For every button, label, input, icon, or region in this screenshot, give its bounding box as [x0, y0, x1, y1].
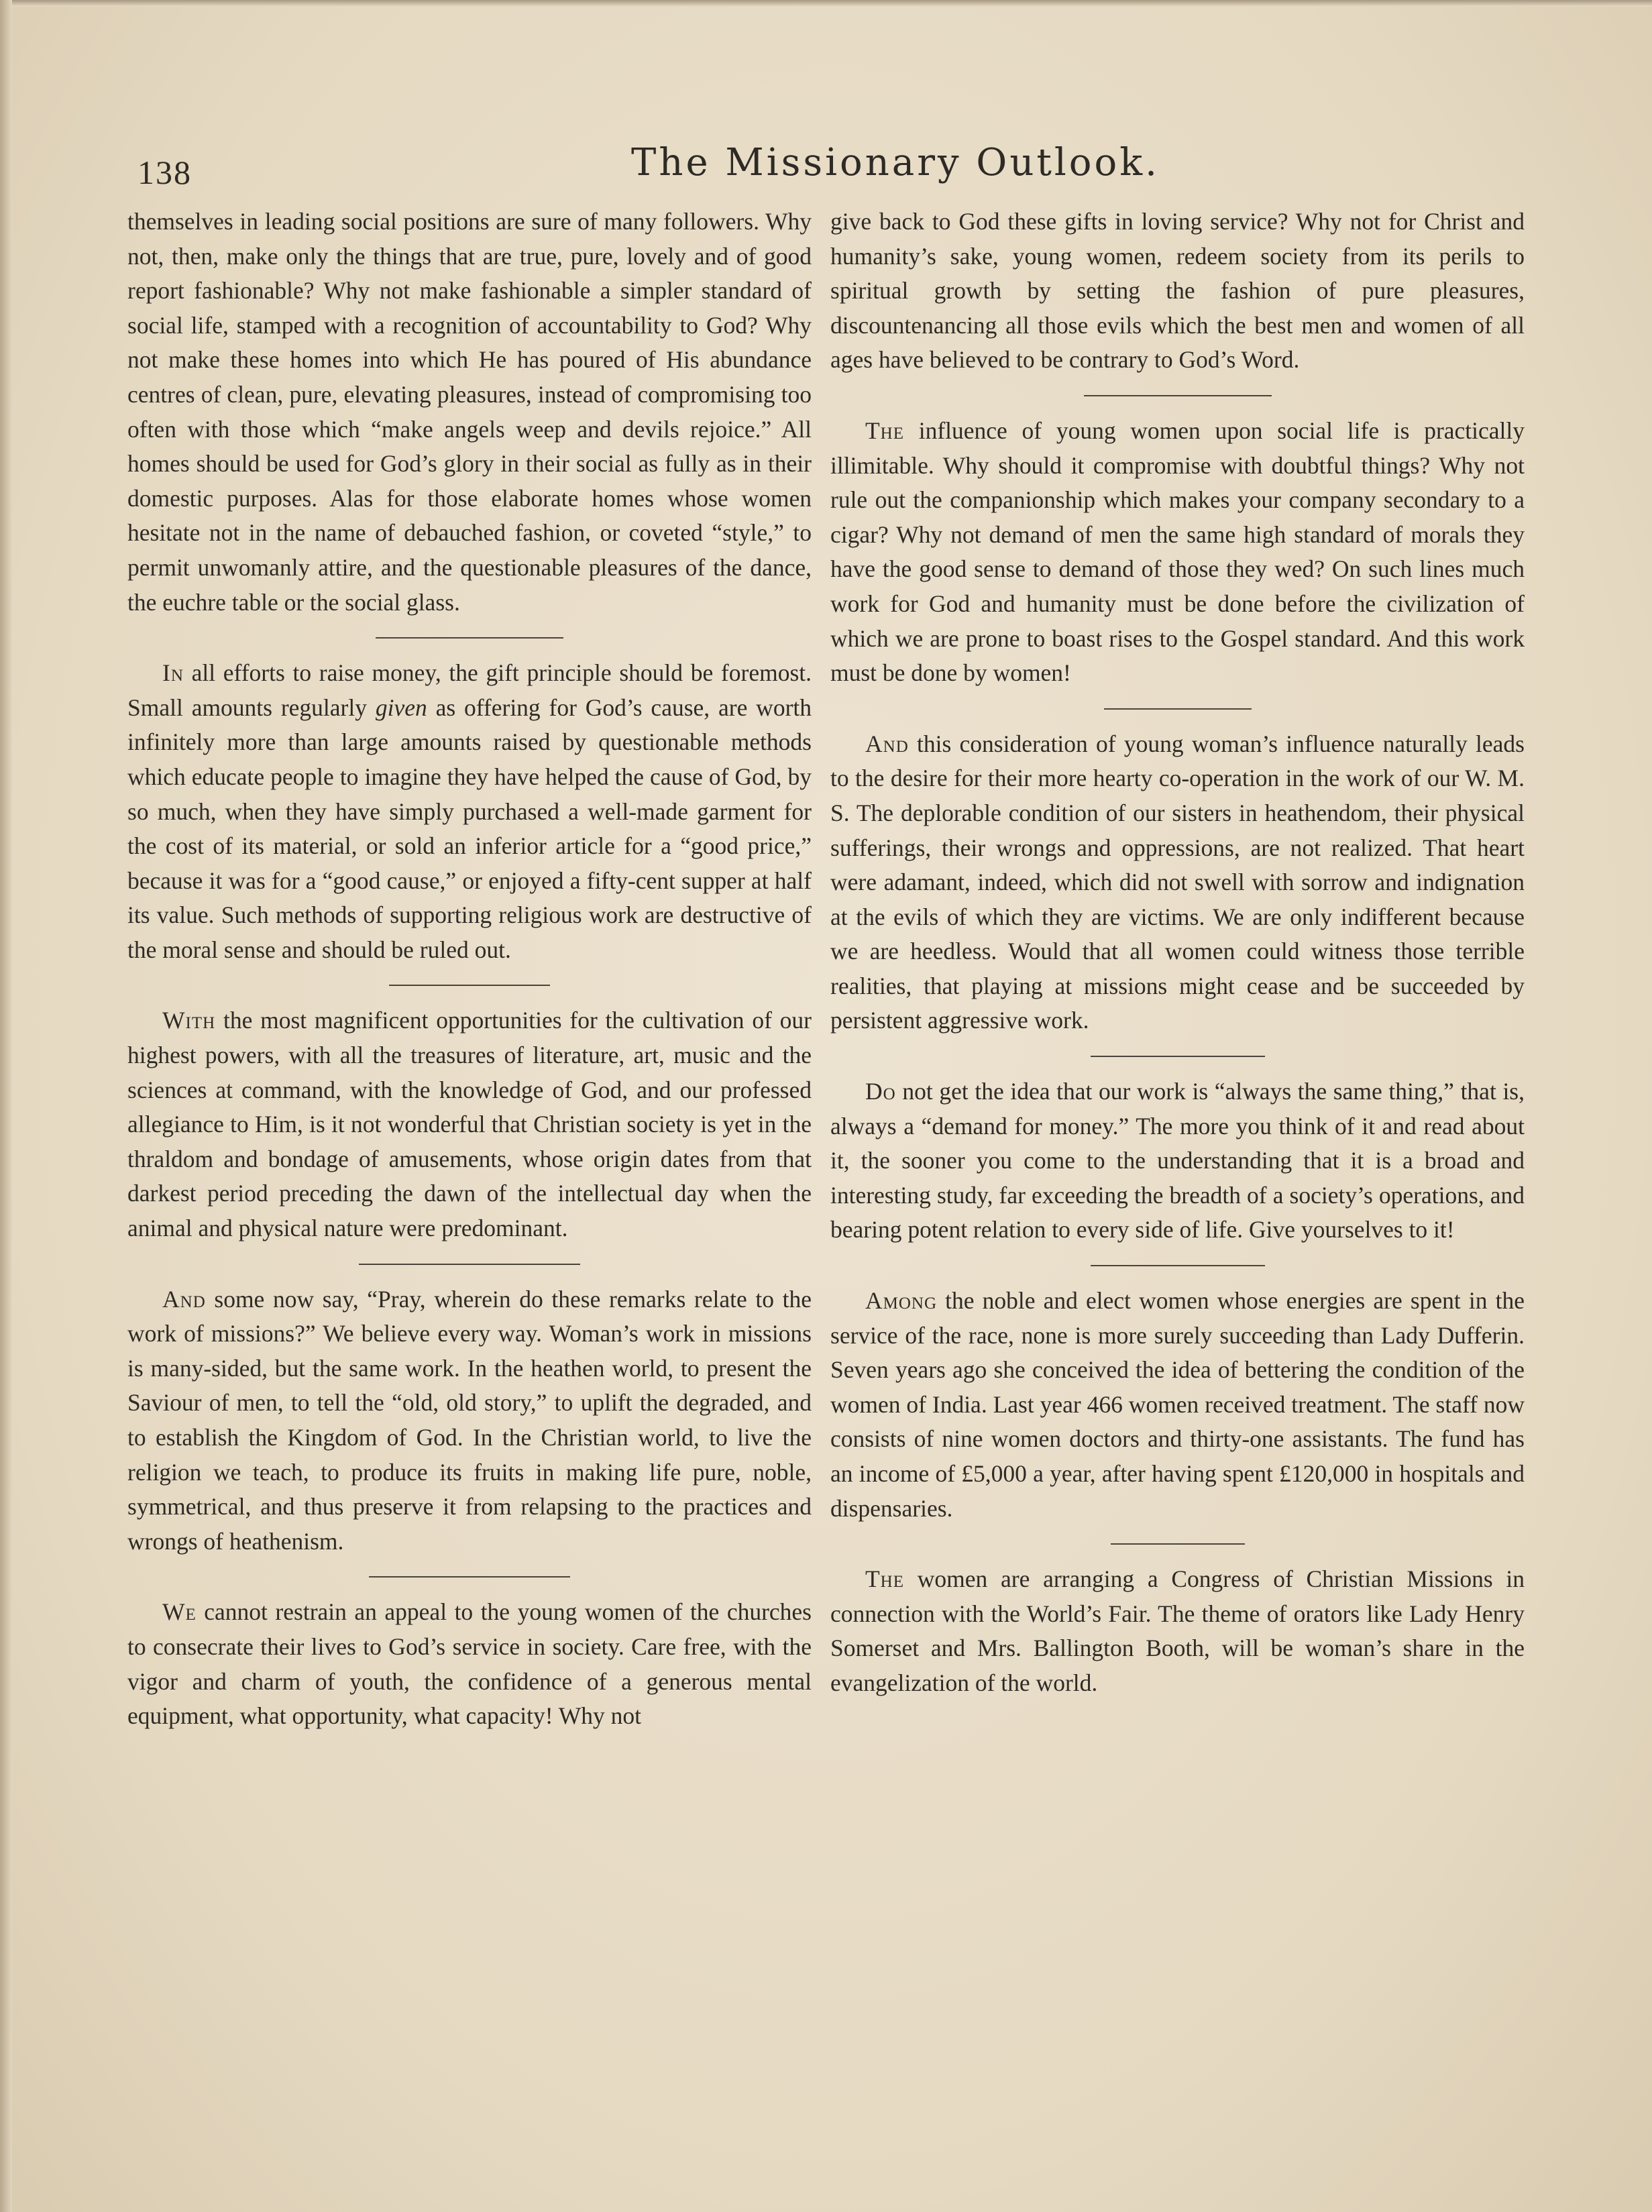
left-paragraph-3 [127, 1003, 812, 1246]
right-paragraph-5-text: the noble and elect women whose energies are spent in the service of the race, none is more surely succeeding than Lady Dufferin. Seven years ago she conceived the idea of bettering the condition of the women of India. Last year 466 women received treatment. The staff now consists of nine women doctors and thirty-one assistants. The fund has an income of £5,000 a year, after having spent £120,000 in hospitals and dispensaries. [830, 1287, 1525, 1522]
section-divider [376, 637, 563, 639]
right-column [830, 205, 1525, 1701]
section-divider [1111, 1543, 1245, 1545]
paragraph-lead-word: In [162, 659, 184, 687]
right-paragraph-2-text: influence of young women upon social life is practically illimitable. Why should it compromise with doubtful things? Why not rule out the companionship which makes your company secondary to a cigar? Why not demand of men the same high standard of morals they have the good sense to demand of those they wed? On such lines much work for God and humanity must be done before the civilization of which we are prone to boast rises to the Gospel standard. And this work must be done by women! [830, 417, 1525, 687]
left-paragraph-4-text: some now say, “Pray, wherein do these remarks relate to the work of missions?” We believe every way. Woman’s work in missions is many-sided, but the same work. In the heathen world, to present the Saviour of men, to tell the “old, old story,” to uplift the degraded, and to establish the Kingdom of God. In the Christian world, to live the religion we teach, to produce its fruits in making life pure, noble, symmetrical, and thus preserve it from relapsing to the practices and wrongs of heathenism. [127, 1285, 812, 1555]
left-paragraph-3-text: the most magnificent opportunities for the cultivation of our highest powers, with all the treasures of literature, art, music and the sciences at command, with the knowledge of God, and our professed allegiance to Him, is it not wonderful that Christian society is yet in the thraldom and bondage of amusements, whose origin dates from that darkest period preceding the dawn of the intellectual day when the animal and physical nature were predominant. [127, 1007, 812, 1242]
section-divider [1091, 1056, 1265, 1057]
paragraph-lead-word: With [162, 1007, 216, 1034]
right-paragraph-3 [830, 727, 1525, 1038]
page-edge-top [0, 0, 1652, 7]
left-paragraph-5 [127, 1595, 812, 1733]
paragraph-lead-word: Among [865, 1287, 938, 1315]
section-divider [389, 985, 550, 986]
right-paragraph-4-text: not get the idea that our work is “always the same thing,” that is, always a “demand for money.” The more you think of it and read about it, the sooner you come to the understanding that it is a broad and interesting study, far exceeding the breadth of a society’s operations, and bearing potent relation to every side of life. Give yourselves to it! [830, 1078, 1525, 1243]
left-paragraph-5-text: cannot restrain an appeal to the young women of the churches to consecrate their lives to God’s service in society. Care free, with the vigor and charm of youth, the confidence of a generous mental equipment, what opportunity, what capacity! Why not [127, 1598, 812, 1730]
paragraph-lead-word: The [865, 417, 905, 444]
paragraph-lead-word: And [865, 730, 909, 757]
section-divider [369, 1576, 570, 1578]
paragraph-lead-word: We [162, 1598, 197, 1626]
paragraph-lead-word: Do [865, 1078, 896, 1105]
emphasis-word: given [375, 694, 427, 721]
right-paragraph-6 [830, 1562, 1525, 1700]
left-paragraph-2-text-b: as offering for God’s cause, are worth infinitely more than large amounts raised by questionable methods which educate people to imagine they have helped the cause of God, by so much, when they have simply purchased a well-made garment for the cost of its material, or sold an inferior article for a “good price,” because it was for a “good cause,” or enjoyed a fifty-cent supper at half its value. Such methods of supporting religious work are destructive of the moral sense and should be ruled out. [127, 694, 812, 963]
left-paragraph-1 [127, 205, 812, 620]
section-divider [1091, 1265, 1265, 1266]
section-divider [1104, 708, 1252, 710]
page-header [137, 134, 1546, 195]
right-paragraph-1-text: give back to God these gifts in loving service? Why not for Christ and humanity’s sake, young women, redeem society from its perils to spiritual growth by setting the fashion of pure pleasures, discountenancing all those evils which the best men and women of all ages have believed to be contrary to God’s Word. [830, 208, 1525, 374]
left-paragraph-1-text: themselves in leading social positions are sure of many followers. Why not, then, make only the things that are true, pure, lovely and of good report fashionable? Why not make fashionable a simpler standard of social life, stamped with a recognition of accountability to God? Why not make these homes into which He has poured of His abundance centres of clean, pure, elevating pleasures, instead of compromising too often with those which “make angels weep and devils rejoice.” All homes should be used for God’s glory in their social as fully as in their domestic purposes. Alas for those elaborate homes whose women hesitate not in the name of debauched fashion, or coveted “style,” to permit unwomanly attire, and the questionable pleasures of the dance, the euchre table or the social glass. [127, 208, 812, 616]
right-paragraph-4 [830, 1074, 1525, 1248]
page-number: 138 [137, 154, 192, 191]
right-paragraph-5 [830, 1284, 1525, 1526]
left-paragraph-2 [127, 656, 812, 967]
page-edge-left [0, 0, 12, 2212]
section-divider [359, 1264, 580, 1265]
masthead-title: The Missionary Outlook. [631, 141, 1160, 184]
paragraph-lead-word: And [162, 1285, 206, 1313]
section-divider [1084, 395, 1272, 396]
left-paragraph-4 [127, 1282, 812, 1559]
left-column [127, 205, 812, 1734]
left-paragraph-2-text-a: all efforts to raise money, the gift principle should be foremost. Small amounts regularly [127, 659, 812, 721]
right-paragraph-3-text: this consideration of young woman’s influence naturally leads to the desire for their more hearty co-operation in the work of our W. M. S. The deplorable condition of our sisters in heathendom, their physical sufferings, their wrongs and oppressions, are not realized. That heart were adamant, indeed, which did not swell with sorrow and indignation at the evils of which they are victims. We are only indifferent because we are heedless. Would that all women could witness those terrible realities, that playing at missions might cease and be succeeded by persistent aggressive work. [830, 730, 1525, 1034]
paragraph-lead-word: The [865, 1565, 905, 1593]
right-paragraph-1 [830, 205, 1525, 378]
right-paragraph-6-text: women are arranging a Congress of Christian Missions in connection with the World’s Fair. The theme of orators like Lady Henry Somerset and Mrs. Ballington Booth, will be woman’s share in the evangelization of the world. [830, 1565, 1525, 1696]
right-paragraph-2 [830, 414, 1525, 691]
